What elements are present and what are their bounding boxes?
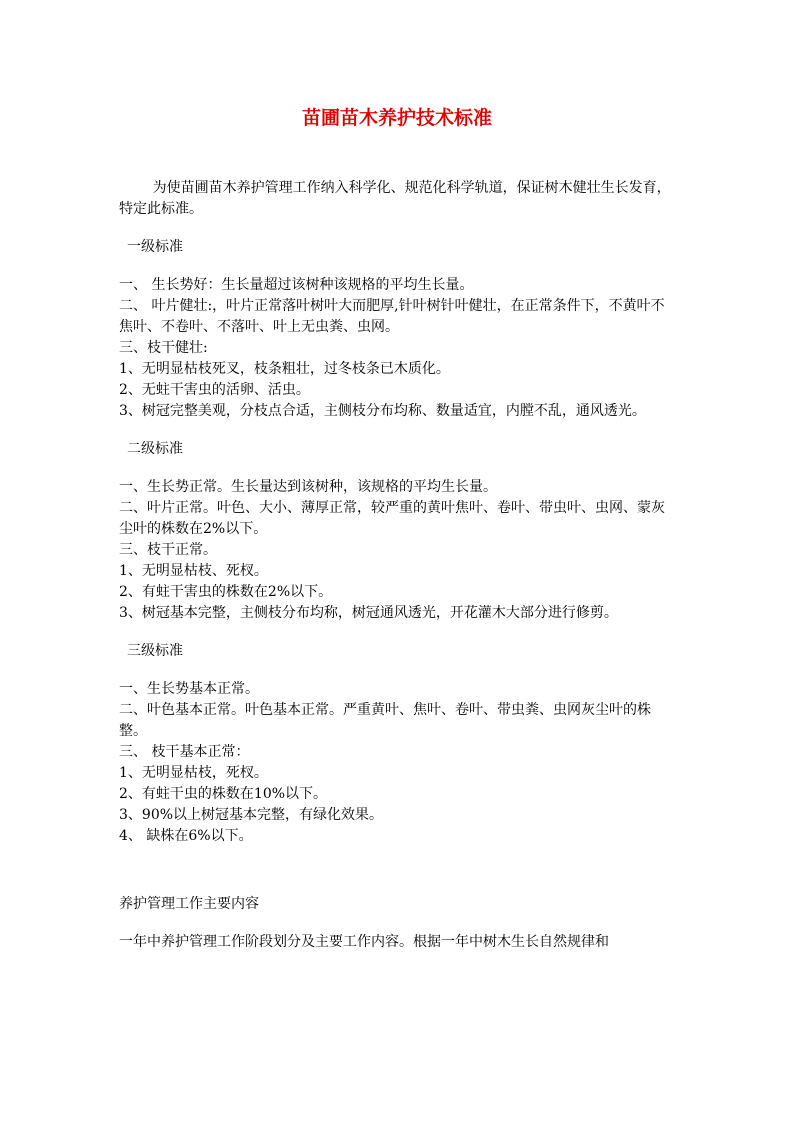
level3-line: 3、90%以上树冠基本完整，有绿化效果。: [119, 807, 384, 823]
spacer: [119, 847, 677, 894]
level1-heading: 一级标准: [127, 239, 183, 255]
intro-paragraph: 为使苗圃苗木养护管理工作纳入科学化、规范化科学轨道，保证树木健壮生长发育，特定此标准。: [119, 180, 671, 217]
level3-line: 2、有蛀干虫的株数在10%以下。: [119, 786, 328, 802]
level1-list: [119, 275, 677, 422]
level1-line: 3、树冠完整美观，分枝点合适，主侧枝分布均称、数量适宜，内膛不乱，通风透光。: [119, 403, 646, 419]
document-body: [119, 178, 677, 953]
level2-line: 2、有蛀干害虫的株数在2%以下。: [119, 584, 333, 600]
level2-line: 3、树冠基本完整，主侧枝分布均称，树冠通风透光，开花灌木大部分进行修剪。: [119, 605, 618, 621]
level2-line: 一、生长势正常。生长量达到该树种，该规格的平均生长量。: [119, 479, 497, 495]
level1-line: 2、无蛀干害虫的活卵、活虫。: [119, 382, 310, 398]
section-heading: 养护管理工作主要内容: [119, 896, 259, 912]
level3-line: 一、生长势基本正常。: [119, 681, 259, 697]
level3-line: 二、叶色基本正常。叶色基本正常。严重黄叶、焦叶、卷叶、带虫粪、虫网灰尘叶的株整。: [119, 702, 651, 739]
level1-line: 三、枝干健壮:: [119, 340, 208, 356]
document-title: 苗圃苗木养护技术标准: [301, 107, 492, 129]
level2-line: 1、无明显枯枝、死杈。: [119, 563, 268, 579]
section-text: 一年中养护管理工作阶段划分及主要工作内容。根据一年中树木生长自然规律和: [119, 934, 609, 950]
level3-line: 三、 枝干基本正常：: [119, 744, 250, 760]
level2-line: 三、枝干正常。: [119, 542, 217, 558]
level2-line: 二、叶片正常。叶色、大小、薄厚正常，较严重的黄叶焦叶、卷叶、带虫叶、虫网、蒙灰尘叶的株数在2%以下。: [119, 500, 665, 537]
level1-line: 1、无明显枯枝死叉，枝条粗壮，过冬枝条已木质化。: [119, 361, 450, 377]
level1-line: 一、 生长势好：生长量超过该树种该规格的平均生长量。: [119, 277, 474, 293]
level3-line: 4、 缺株在6%以下。: [119, 828, 253, 844]
level2-list: [119, 477, 677, 624]
level3-list: [119, 679, 677, 847]
level1-line: 二、 叶片健壮:，叶片正常落叶树叶大而肥厚,针叶树针叶健壮，在正常条件下，不黄叶不焦叶、不卷叶、不落叶、叶上无虫粪、虫网。: [119, 298, 665, 335]
level2-heading: 二级标准: [127, 441, 183, 457]
level3-line: 1、无明显枯枝，死杈。: [119, 765, 268, 781]
level3-heading: 三级标准: [127, 643, 183, 659]
